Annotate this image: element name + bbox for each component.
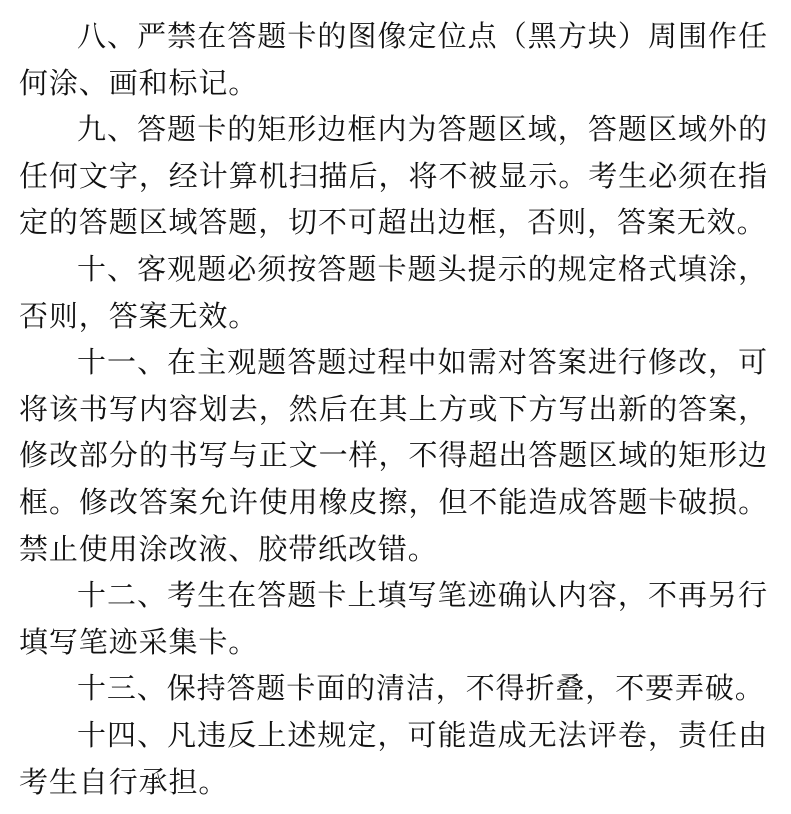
rule-8-paragraph: 八、严禁在答题卡的图像定位点（黑方块）周围作任何涂、画和标记。 — [19, 19, 768, 100]
rule-12-paragraph: 十二、考生在答题卡上填写笔迹确认内容，不再另行填写笔迹采集卡。 — [19, 578, 768, 659]
rule-13-paragraph: 十三、保持答题卡面的清洁，不得折叠，不要弄破。 — [77, 671, 765, 706]
rule-9-paragraph: 九、答题卡的矩形边框内为答题区域，答题区域外的任何文字，经计算机扫描后，将不被显示。考生必须在指定的答题区域答题，切不可超出边框，否则，答案无效。 — [19, 112, 768, 240]
rule-11-paragraph: 十一、在主观题答题过程中如需对答案进行修改，可将该书写内容划去，然后在其上方或下方写出新的答案，修改部分的书写与正文一样，不得超出答题区域的矩形边框。修改答案允许使用橡皮擦，但不能造成答题卡破损。禁止使用涂改液、胶带纸改错。 — [19, 345, 768, 566]
rule-10-paragraph: 十、客观题必须按答题卡题头提示的规定格式填涂，否则，答案无效。 — [19, 251, 768, 333]
rule-14-paragraph: 十四、凡违反上述规定，可能造成无法评卷，责任由考生自行承担。 — [19, 717, 768, 799]
